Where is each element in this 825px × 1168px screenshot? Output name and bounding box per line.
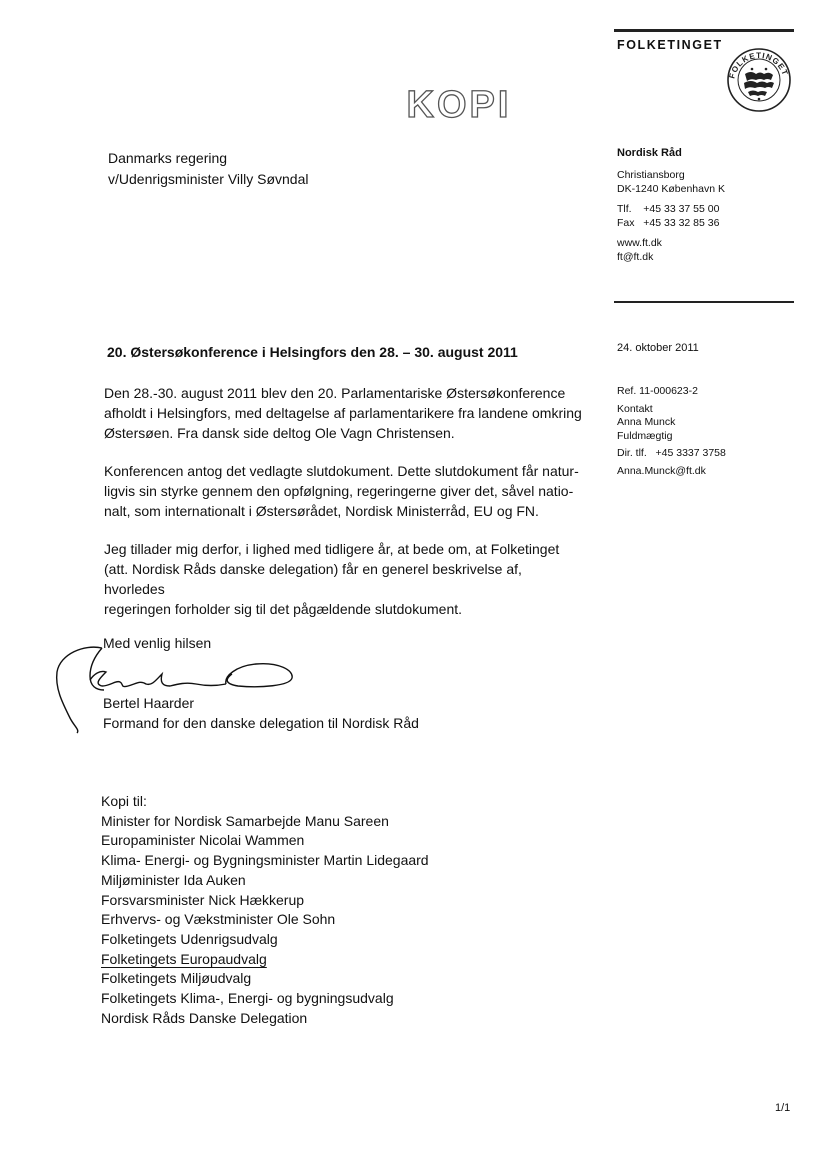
recipient-line: v/Udenrigsminister Villy Søvndal	[108, 171, 309, 187]
copy-recipient: Nordisk Råds Danske Delegation	[101, 1009, 308, 1026]
body-line: nalt, som internationalt i Østersørådet, Nordisk Ministerråd, EU og FN.	[104, 503, 539, 519]
folketinget-seal-icon	[726, 47, 792, 113]
copy-recipient: Forsvarsminister Nick Hækkerup	[101, 891, 305, 908]
copy-label: Kopi til:	[101, 793, 147, 809]
body-line: regeringen forholder sig til det pågældende slutdokument.	[104, 601, 463, 617]
sender-email-link[interactable]: ft@ft.dk	[617, 251, 654, 263]
body-line: Jeg tillader mig derfor, i lighed med tidligere år, at bede om, at Folketinget	[104, 541, 560, 557]
body-paragraph	[104, 539, 584, 619]
copy-recipient-highlighted: Folketingets Europaudvalg	[101, 950, 267, 967]
copy-recipient: Erhvervs- og Vækstminister Ole Sohn	[101, 911, 336, 928]
contact-email-link[interactable]: Anna.Munck@ft.dk	[617, 464, 706, 477]
kopi-stamp-text: KOPI	[406, 84, 512, 123]
copy-recipient: Folketingets Miljøudvalg	[101, 970, 252, 987]
body-line: Den 28.-30. august 2011 blev den 20. Parlamentariske Østersøkonference	[104, 385, 566, 401]
page-number: 1/1	[775, 1102, 791, 1114]
sender-info	[617, 146, 725, 270]
reference-info	[617, 385, 726, 478]
contact-direct-phone: Dir. tlf. +45 3337 3758	[617, 447, 726, 459]
body-line: Konferencen antog det vedlagte slutdokument. Dette slutdokument får natur-	[104, 463, 579, 479]
copy-recipient: Miljøminister Ida Auken	[101, 871, 246, 888]
header-rule	[614, 29, 794, 32]
recipient-line: Danmarks regering	[108, 150, 228, 166]
sender-address-line: Christiansborg	[617, 169, 685, 181]
copy-recipient: Europaminister Nicolai Wammen	[101, 832, 305, 849]
reference-number: Ref. 11-000623-2	[617, 385, 698, 397]
copy-recipient: Minister for Nordisk Samarbejde Manu Sareen	[101, 812, 389, 829]
body-paragraph	[104, 461, 584, 521]
svg-text:FOLKETINGET: FOLKETINGET	[727, 50, 790, 80]
recipient-address	[108, 148, 308, 190]
sender-fax: Fax +45 33 32 85 36	[617, 217, 720, 229]
contact-label: Kontakt	[617, 402, 653, 415]
closing-phrase: Med venlig hilsen	[103, 635, 212, 651]
contact-title: Fuldmægtig	[617, 429, 673, 442]
copy-recipient: Folketingets Klima-, Energi- og bygningsudvalg	[101, 990, 394, 1007]
kopi-stamp	[398, 83, 520, 123]
sender-website-link[interactable]: www.ft.dk	[617, 237, 662, 249]
letter-body	[104, 383, 584, 637]
body-line: (att. Nordisk Råds danske delegation) får en generel beskrivelse af, hvorledes	[104, 561, 522, 597]
signer-name: Bertel Haarder	[103, 695, 195, 711]
copy-recipient: Folketingets Udenrigsudvalg	[101, 930, 278, 947]
letter-date: 24. oktober 2011	[617, 342, 699, 354]
sidebar-rule	[614, 301, 794, 303]
body-line: afholdt i Helsingfors, med deltagelse af parlamentarikere fra landene omkring	[104, 405, 582, 421]
copy-recipients	[101, 792, 429, 1028]
contact-name: Anna Munck	[617, 416, 676, 428]
body-line: ligvis sin styrke gennem den opfølgning, regeringerne giver det, såvel natio-	[104, 483, 574, 499]
body-line: Østersøen. Fra dansk side deltog Ole Vagn Christensen.	[104, 425, 455, 441]
signer-block	[103, 693, 419, 733]
sender-address-line: DK-1240 København K	[617, 183, 725, 195]
sender-name: Nordisk Råd	[617, 147, 682, 159]
organization-name: FOLKETINGET	[617, 38, 723, 52]
copy-recipient: Klima- Energi- og Bygningsminister Martin Lidegaard	[101, 852, 429, 869]
letter-subject: 20. Østersøkonference i Helsingfors den 28. – 30. august 2011	[107, 344, 518, 360]
body-paragraph	[104, 383, 584, 443]
signer-title: Formand for den danske delegation til Nordisk Råd	[103, 715, 419, 731]
sender-phone: Tlf. +45 33 37 55 00	[617, 203, 720, 215]
